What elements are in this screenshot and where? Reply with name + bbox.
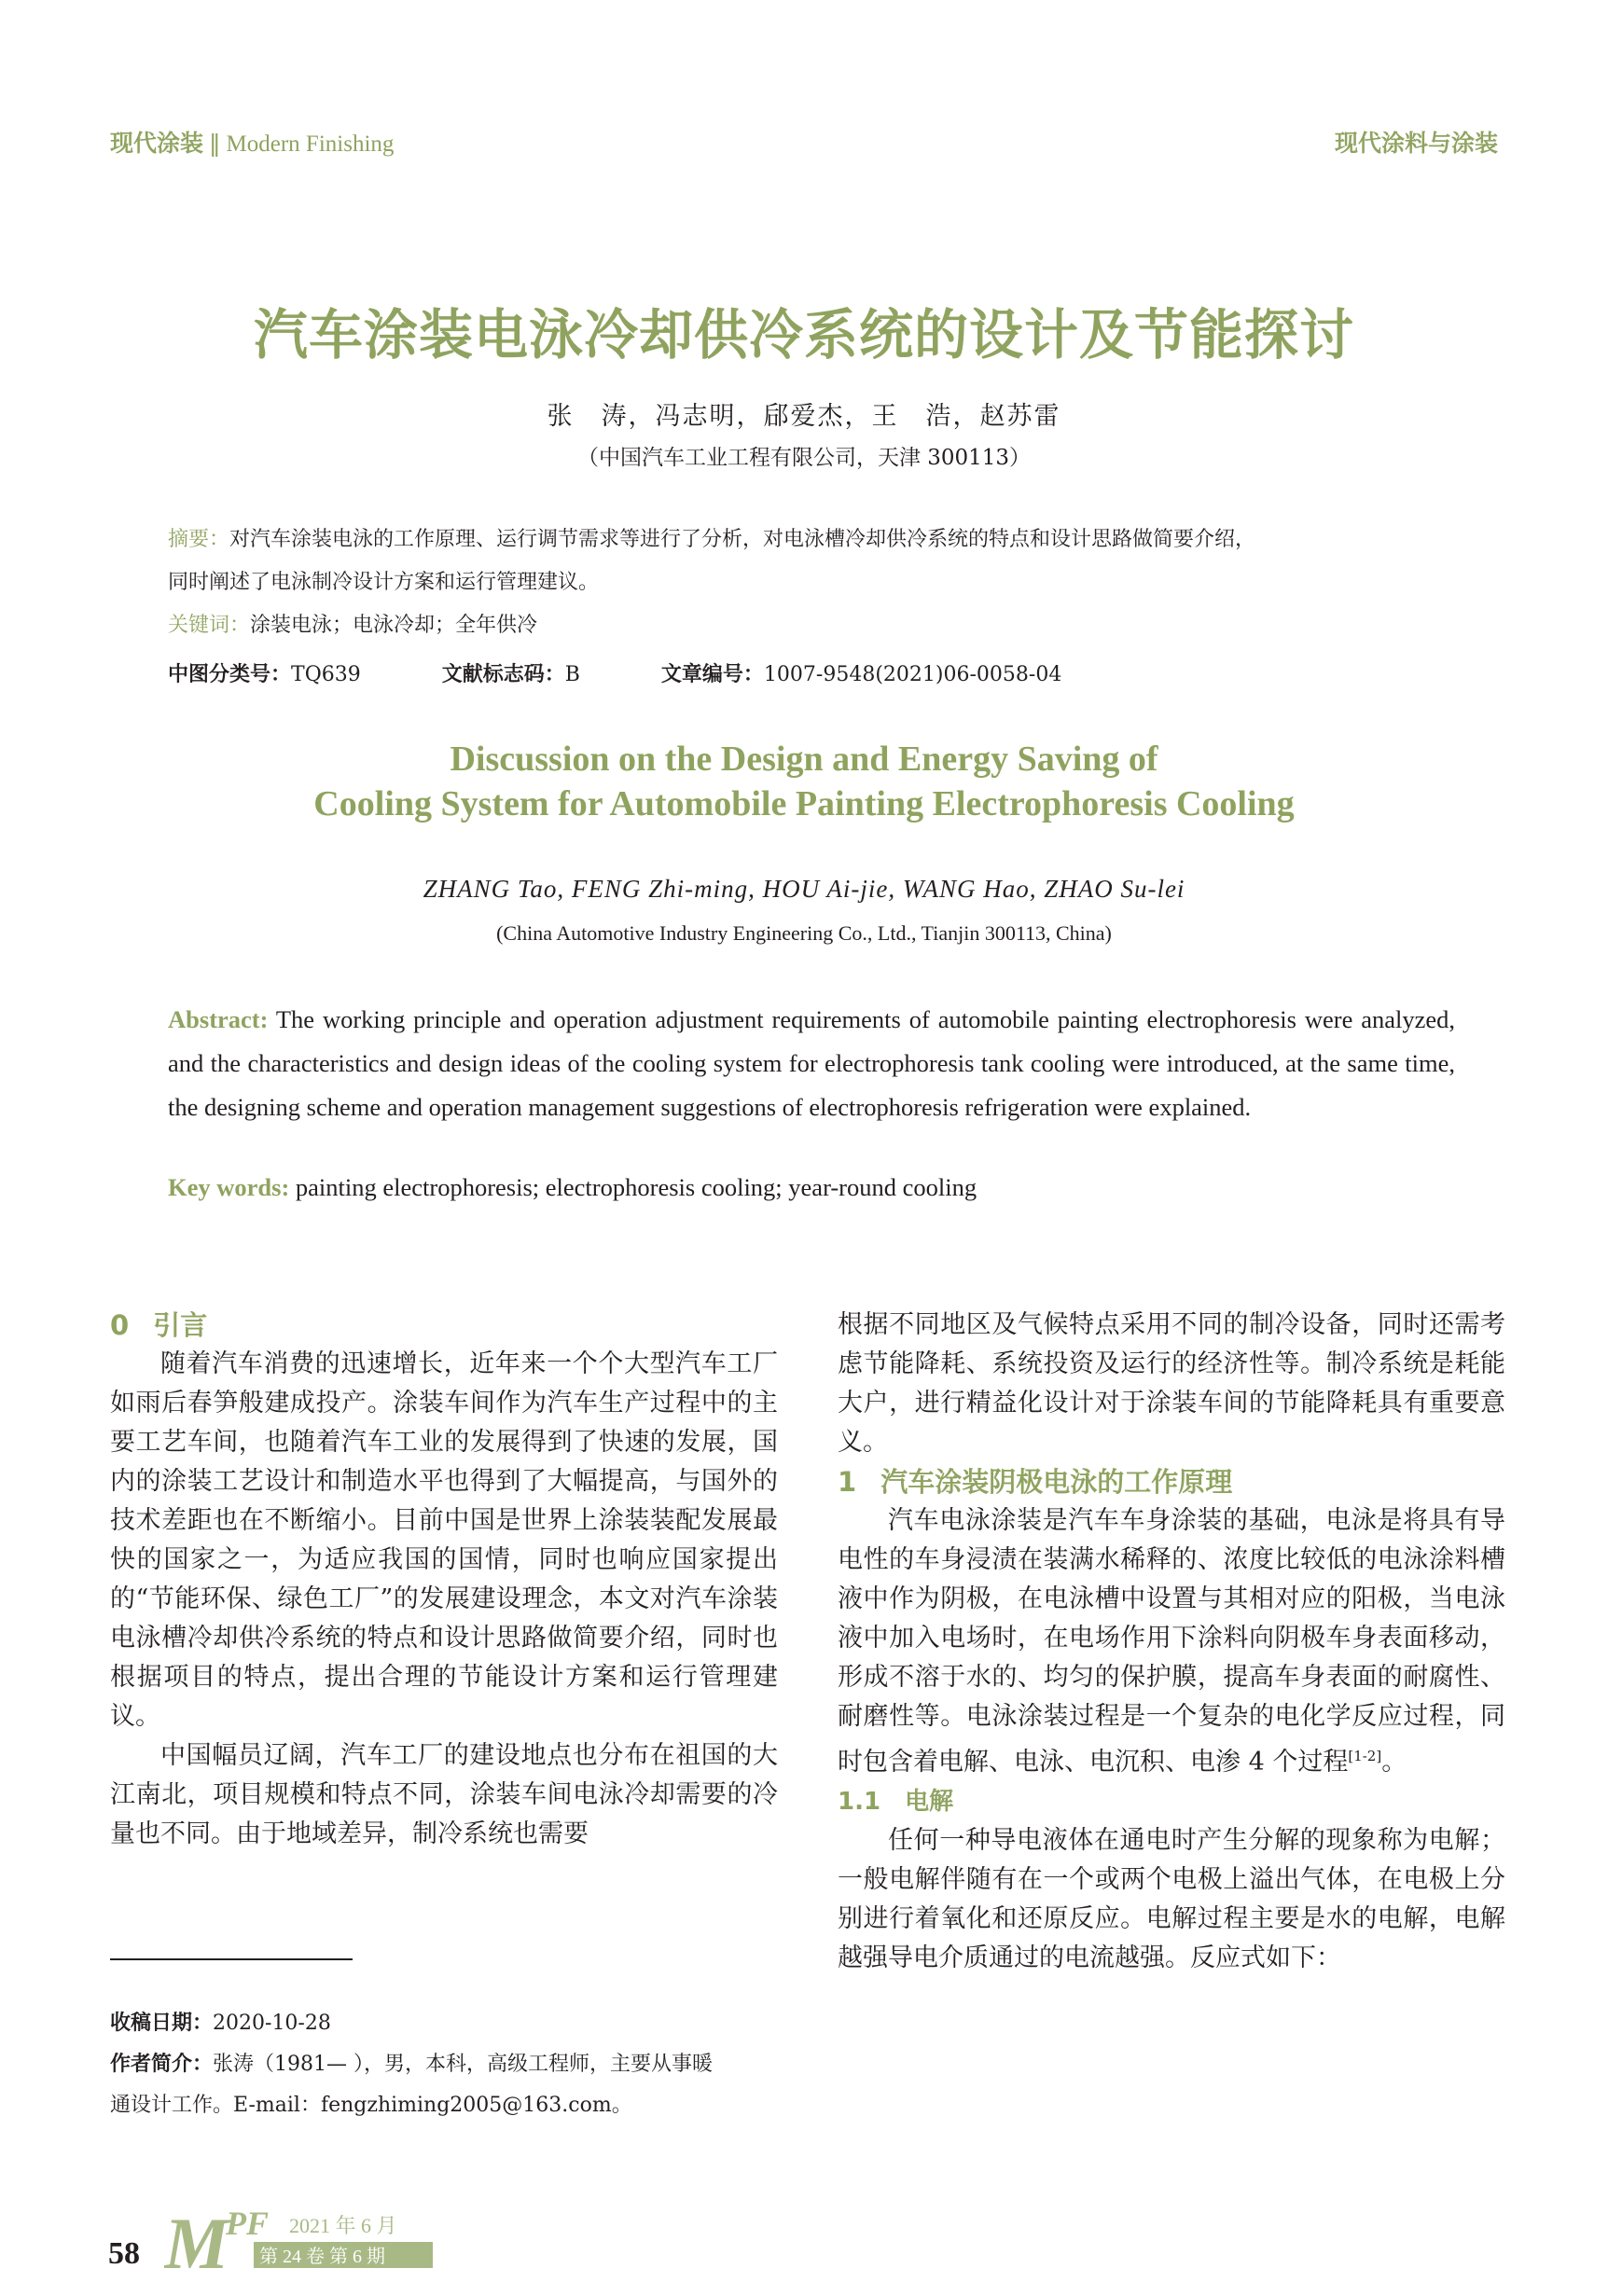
section-0-paragraph-2: 中国幅员辽阔，汽车工厂的建设地点也分布在祖国的大江南北，项目规模和特点不同，涂装车间电泳冷却需要的冷量也不同。由于地域差异，制冷系统也需要: [110, 1741, 778, 1848]
footnote: [110, 2003, 778, 2126]
abstract-cn-label: 摘要：: [168, 528, 230, 551]
doc-code-value: B: [564, 663, 580, 686]
section-1-paragraph-1: [838, 1501, 1505, 1782]
abstract-cn-line1: 对汽车涂装电泳的工作原理、运行调节需求等进行了分析，对电泳槽冷却供冷系统的特点和设计思路做简要介绍，: [229, 528, 1256, 551]
journal-name-cn: 现代涂装: [110, 130, 204, 157]
logo-volume: 第 24 卷 第 6 期: [259, 2247, 385, 2267]
author-bio-label: 作者简介：: [110, 2053, 214, 2076]
citation-ref: [1-2]: [1348, 1748, 1382, 1764]
section-1-number: 1: [838, 1466, 857, 1498]
clc-value: TQ639: [291, 663, 361, 686]
article-title-en-line2: Cooling System for Automobile Painting Electrophoresis Cooling: [313, 784, 1295, 823]
keywords-en-text: painting electrophoresis; electrophoresis cooling; year-round cooling: [295, 1173, 977, 1201]
article-number-value: 1007-9548(2021)06-0058-04: [763, 663, 1062, 686]
affiliation-cn: （中国汽车工业工程有限公司，天津 300113）: [576, 446, 1032, 470]
section-1-text: 汽车电泳涂装是汽车车身涂装的基础，电泳是将具有导电性的车身浸渍在装满水稀释的、浓度比较低的电泳涂料槽液中作为阴极，在电泳槽中设置与其相对应的阳极，当电泳液中加入电场时，在电场作用下涂料向阴极车身表面移动，形成不溶于水的、均匀的保护膜，提高车身表面的耐腐性、耐磨性等。电泳涂装过程是一个复杂的电化学反应过程，同时包含着电解、电泳、电沉积、电渗 4 个过程: [838, 1506, 1505, 1777]
doc-code-label: 文献标志码：: [441, 663, 565, 686]
article-title-cn: 汽车涂装电泳冷却供冷系统的设计及节能探讨: [253, 303, 1354, 367]
section-1-1-paragraph-1: 任何一种导电液体在通电时产生分解的现象称为电解；一般电解伴随有在一个或两个电极上溢出气体，在电极上分别进行着氧化和还原反应。电解过程主要是水的电解，电解越强导电介质通过的电流越强。反应式如下：: [838, 1826, 1505, 1972]
keywords-en-label: Key words:: [168, 1173, 290, 1201]
section-0-heading: [110, 1306, 778, 1345]
journal-name-en: Modern Finishing: [226, 131, 395, 157]
abstract-en: [168, 998, 1455, 1129]
header-separator: ‖: [209, 130, 221, 157]
abstract-en-text: The working principle and operation adjustment requirements of automobile painting electrophoresis were analyzed, and the characteristics and design ideas of the cooling system for electrophoresis tank cooling were introduced, at the same time, the designing scheme and operation management suggestions of electrophoresis refrigeration were explained.: [168, 1005, 1456, 1121]
section-1-1-heading: [838, 1782, 1505, 1821]
section-0-title: 引言: [153, 1309, 208, 1341]
authors-en: ZHANG Tao, FENG Zhi-ming, HOU Ai-jie, WANG Hao, ZHAO Su-lei: [423, 875, 1185, 903]
abstract-cn-line2: 同时阐述了电泳制冷设计方案和运行管理建议。: [168, 571, 600, 594]
page-number: 58: [108, 2236, 140, 2271]
abstract-en-label: Abstract:: [168, 1005, 269, 1033]
keywords-cn-label: 关键词：: [168, 614, 251, 637]
body-right-column: [838, 1306, 1505, 1978]
keywords-cn-text: 涂装电泳；电泳冷却；全年供冷: [250, 614, 538, 637]
abstract-cn: [168, 519, 1455, 647]
body-left-column: [110, 1306, 778, 1854]
footnote-rule: [110, 1958, 353, 1960]
section-0-paragraph-1: 随着汽车消费的迅速增长，近年来一个个大型汽车工厂如雨后春笋般建成投产。涂装车间作为汽车生产过程中的主要工艺车间，也随着汽车工业的发展得到了快速的发展，国内的涂装工艺设计和制造水平也得到了大幅提高，与国外的技术差距也在不断缩小。目前中国是世界上涂装装配发展最快的国家之一，为适应我国的国情，同时也响应国家提出的“节能环保、绿色工厂”的发展建设理念，本文对汽车涂装电泳槽冷却供冷系统的特点和设计思路做简要介绍，同时也根据项目的特点，提出合理的节能设计方案和运行管理建议。: [110, 1349, 778, 1731]
logo-letter-m: M: [164, 2203, 229, 2277]
received-label: 收稿日期：: [110, 2012, 214, 2035]
section-1-heading: [838, 1462, 1505, 1501]
classification-row: [168, 658, 1136, 687]
author-bio-line1: 张涛（1981— ），男，本科，高级工程师，主要从事暖: [213, 2053, 713, 2076]
received-date: 2020-10-28: [213, 2012, 331, 2035]
journal-logo: [164, 2199, 444, 2277]
affiliation-en: (China Automotive Industry Engineering Co., Ltd., Tianjin 300113, China): [496, 921, 1112, 945]
authors-cn: 张 涛，冯志明，郈爱杰，王 浩，赵苏雷: [547, 402, 1061, 431]
article-title-en: [0, 737, 1608, 826]
article-title-en-line1: Discussion on the Design and Energy Saving of: [450, 740, 1158, 779]
section-0-number: 0: [110, 1309, 130, 1341]
author-bio-line2: 通设计工作。E-mail：fengzhiming2005@163.com。: [110, 2094, 632, 2117]
section-1-title: 汽车涂装阴极电泳的工作原理: [880, 1466, 1233, 1498]
continued-paragraph: 根据不同地区及气候特点采用不同的制冷设备，同时还需考虑节能降耗、系统投资及运行的经济性等。制冷系统是耗能大户，进行精益化设计对于涂装车间的节能降耗具有重要意义。: [838, 1310, 1505, 1457]
keywords-en: [168, 1173, 977, 1202]
logo-letters-pf: PF: [226, 2205, 270, 2242]
section-1-1-title: 电解: [905, 1788, 954, 1816]
section-1-1-number: 1.1: [838, 1788, 881, 1816]
section-1-end: 。: [1381, 1748, 1407, 1777]
clc-label: 中图分类号：: [168, 663, 292, 686]
article-number-label: 文章编号：: [660, 663, 764, 686]
running-header-section: 现代涂料与涂装: [1334, 130, 1498, 157]
running-header-left: [110, 125, 394, 159]
logo-issue-date: 2021 年 6 月: [289, 2214, 397, 2237]
